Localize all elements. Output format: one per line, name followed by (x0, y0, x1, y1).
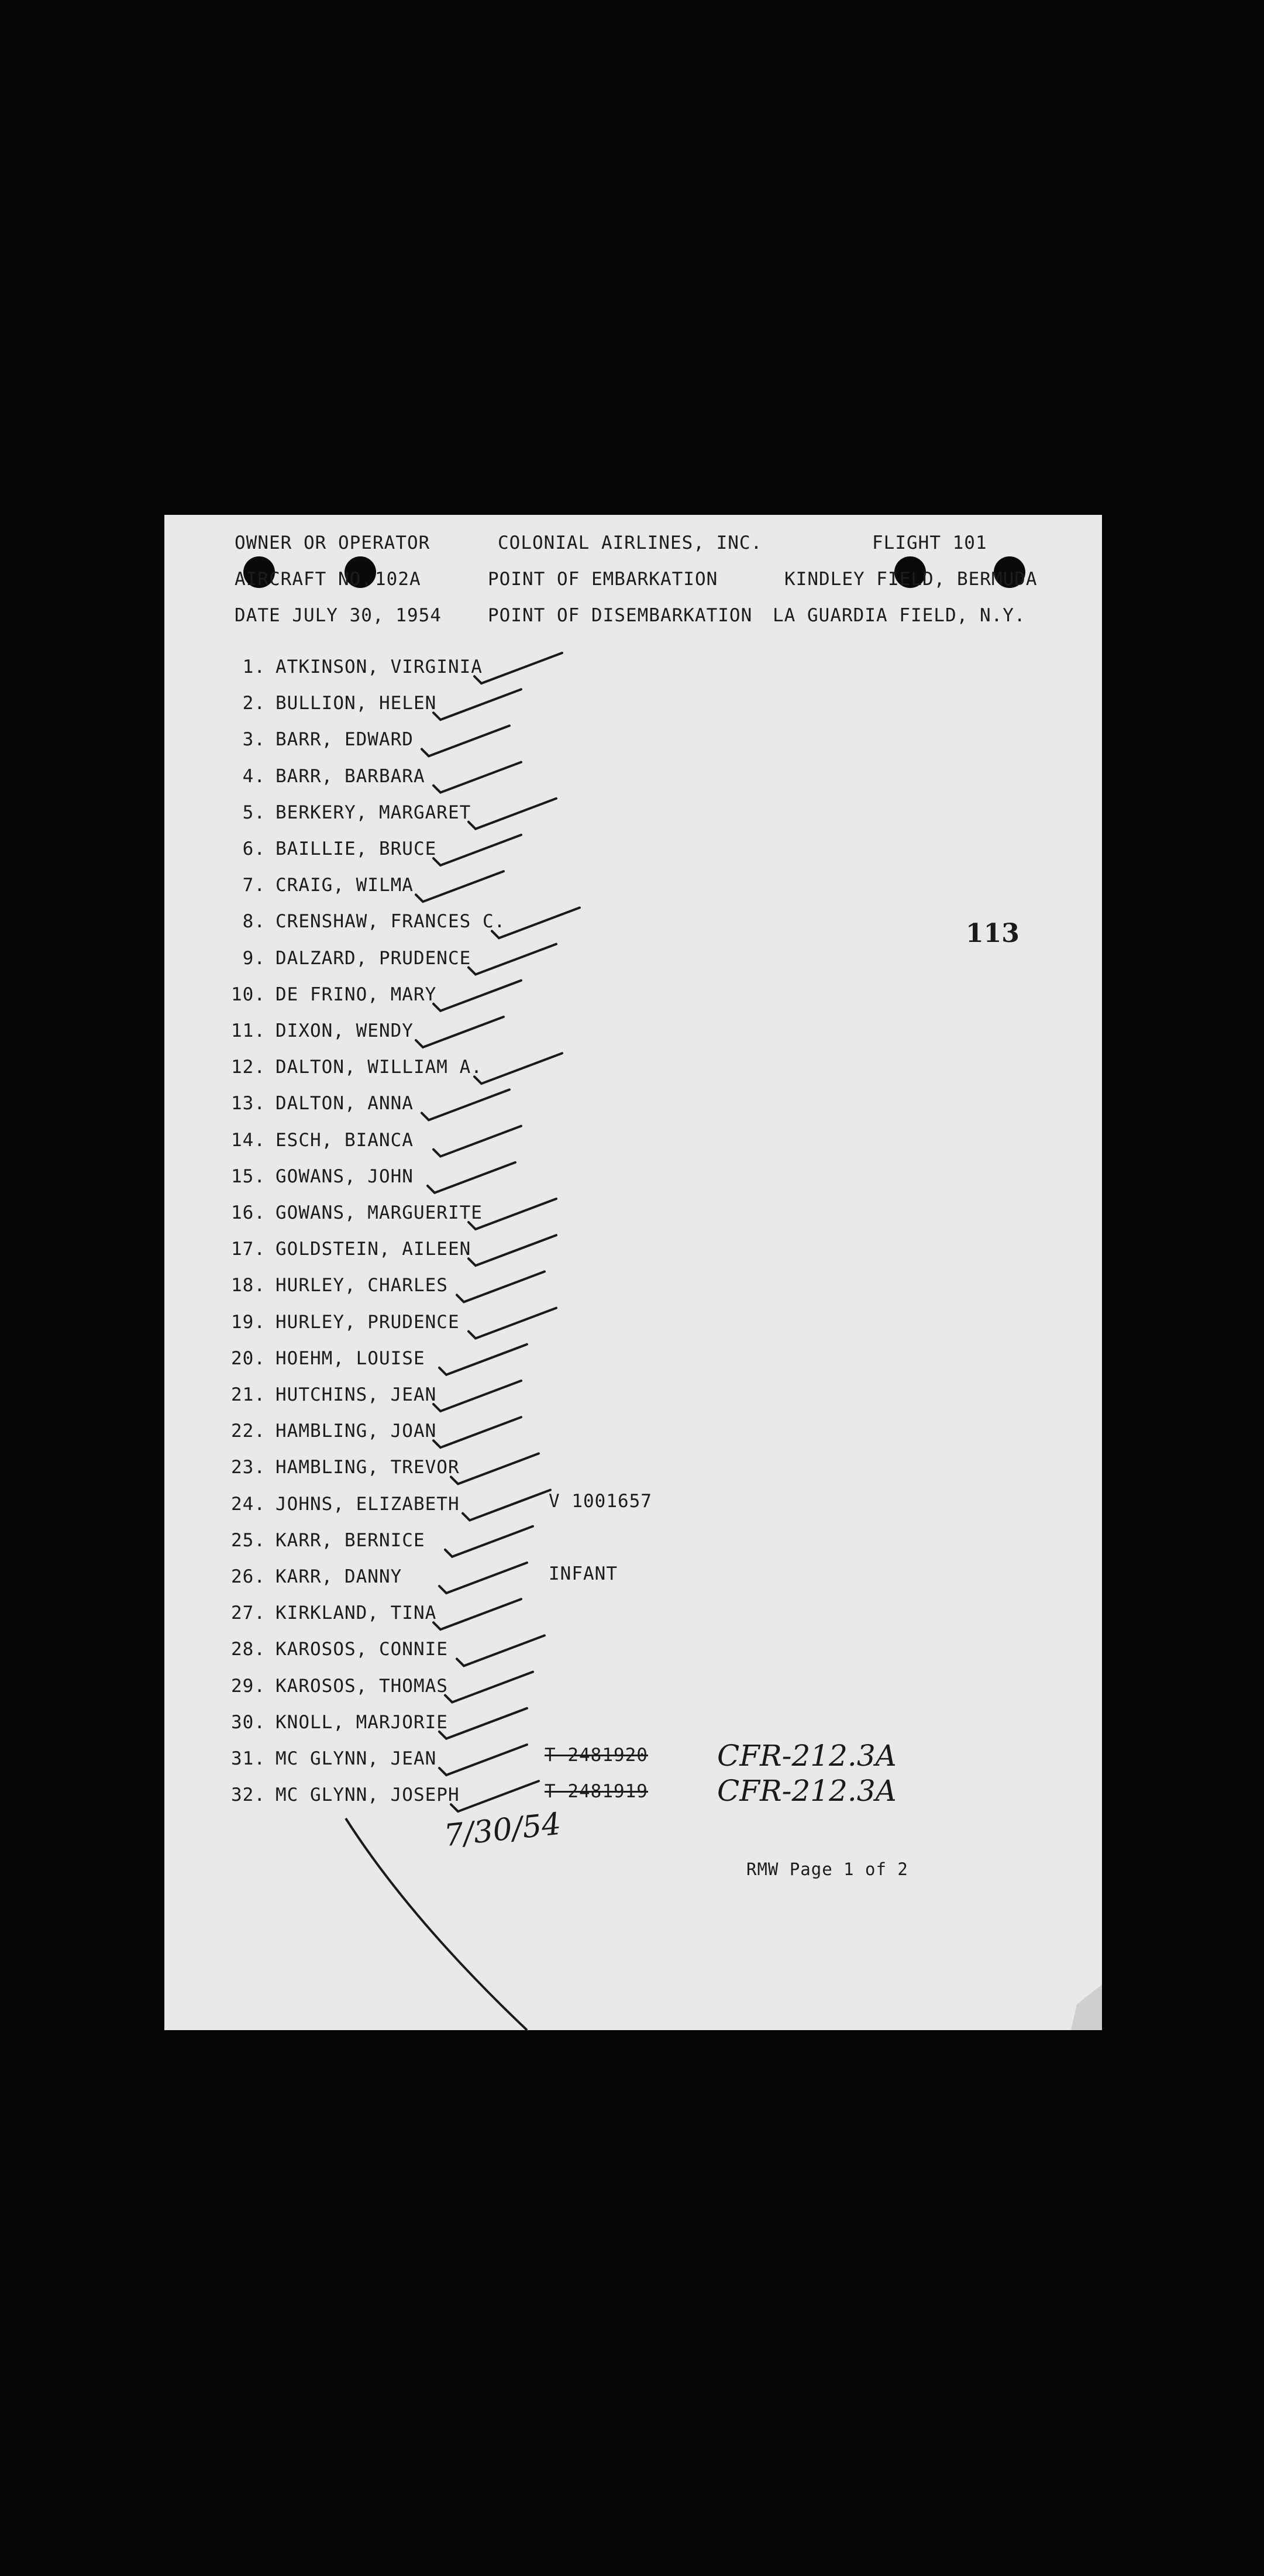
passenger-number: 5. (242, 802, 266, 823)
check-mark (469, 1308, 556, 1339)
passenger-name: KARR, BERNICE (275, 1529, 425, 1551)
struck-number-2: T 2481919 (545, 1781, 648, 1802)
visa-number: V 1001657 (549, 1491, 652, 1512)
passenger-name: BARR, BARBARA (275, 765, 425, 787)
passenger-number: 22. (231, 1421, 266, 1442)
passenger-number: 7. (242, 875, 266, 896)
passenger-number: 11. (231, 1020, 266, 1041)
disembarkation-value: LA GUARDIA FIELD, N.Y. (773, 605, 1026, 626)
passenger-number: 4. (242, 765, 266, 787)
passenger-number: 18. (231, 1275, 266, 1296)
check-mark (451, 1781, 539, 1811)
check-mark (445, 1526, 533, 1557)
passenger-name: DALZARD, PRUDENCE (275, 947, 471, 969)
check-mark (492, 907, 580, 938)
check-mark (469, 1235, 556, 1265)
check-mark (469, 799, 556, 829)
pen-stroke (346, 1818, 527, 2030)
cfr-note-2: CFR-212.3A (717, 1774, 897, 1808)
passenger-number: 14. (231, 1129, 266, 1151)
passenger-number: 31. (231, 1748, 266, 1769)
passenger-number: 15. (231, 1165, 266, 1187)
passenger-name: ATKINSON, VIRGINIA (275, 656, 483, 677)
passenger-number: 1. (242, 656, 266, 677)
manifest-page (164, 515, 1102, 2030)
passenger-number: 12. (231, 1057, 266, 1078)
passenger-name: GOLDSTEIN, AILEEN (275, 1239, 471, 1260)
check-mark (439, 1563, 527, 1593)
check-mark (422, 1089, 509, 1120)
owner-value: COLONIAL AIRLINES, INC. (498, 532, 763, 553)
page-stamp-number: 113 (966, 919, 1020, 948)
passenger-number: 21. (231, 1384, 266, 1405)
flight-number: FLIGHT 101 (872, 532, 987, 553)
check-mark (457, 1635, 545, 1666)
passenger-number: 8. (242, 911, 266, 933)
passenger-name: KAROSOS, CONNIE (275, 1639, 448, 1660)
passenger-name: CRENSHAW, FRANCES C. (275, 911, 506, 933)
passenger-number: 28. (231, 1639, 266, 1660)
passenger-name: DALTON, ANNA (275, 1093, 414, 1115)
passenger-name: GOWANS, JOHN (275, 1165, 414, 1187)
passenger-name: JOHNS, ELIZABETH (275, 1493, 460, 1515)
passenger-number: 24. (231, 1493, 266, 1515)
cfr-note-1: CFR-212.3A (717, 1739, 897, 1773)
passenger-name: CRAIG, WILMA (275, 875, 414, 896)
check-mark (433, 762, 521, 793)
passenger-name: DALTON, WILLIAM A. (275, 1057, 483, 1078)
check-mark (428, 1163, 515, 1193)
check-mark (439, 1708, 527, 1739)
check-mark (433, 1599, 521, 1629)
passenger-number: 16. (231, 1202, 266, 1223)
check-mark (445, 1672, 533, 1703)
passenger-name: BARR, EDWARD (275, 729, 414, 751)
check-mark (463, 1490, 550, 1521)
check-mark (422, 725, 509, 756)
flight-date: DATE JULY 30, 1954 (235, 605, 442, 626)
passenger-name: MC GLYNN, JEAN (275, 1748, 437, 1769)
passenger-name: HAMBLING, JOAN (275, 1421, 437, 1442)
passenger-name: DE FRINO, MARY (275, 983, 437, 1005)
check-mark (433, 1381, 521, 1411)
passenger-number: 3. (242, 729, 266, 751)
passenger-number: 17. (231, 1239, 266, 1260)
struck-number-1: T 2481920 (545, 1745, 648, 1766)
check-mark (433, 981, 521, 1011)
check-mark (433, 1126, 521, 1157)
passenger-name: BERKERY, MARGARET (275, 802, 471, 823)
check-mark (433, 1417, 521, 1447)
passenger-number: 29. (231, 1675, 266, 1697)
check-mark (474, 653, 562, 683)
check-mark (433, 689, 521, 720)
passenger-name: BAILLIE, BRUCE (275, 838, 437, 859)
passenger-name: KARR, DANNY (275, 1566, 402, 1587)
infant-note: INFANT (549, 1563, 618, 1584)
check-mark (433, 835, 521, 865)
passenger-name: HURLEY, PRUDENCE (275, 1311, 460, 1333)
check-mark (451, 1453, 539, 1484)
embarkation-label: POINT OF EMBARKATION (488, 569, 718, 590)
aircraft-value: 102A (375, 569, 421, 590)
check-mark (474, 1053, 562, 1084)
passenger-number: 19. (231, 1311, 266, 1333)
passenger-number: 13. (231, 1093, 266, 1115)
passenger-name: KNOLL, MARJORIE (275, 1711, 448, 1733)
passenger-number: 6. (242, 838, 266, 859)
passenger-name: DIXON, WENDY (275, 1020, 414, 1041)
passenger-name: HURLEY, CHARLES (275, 1275, 448, 1296)
passenger-name: HAMBLING, TREVOR (275, 1457, 460, 1478)
check-mark (457, 1271, 545, 1302)
check-mark (416, 1017, 504, 1047)
passenger-number: 9. (242, 947, 266, 969)
page-footer: RMW Page 1 of 2 (746, 1859, 908, 1879)
passenger-number: 27. (231, 1602, 266, 1624)
handwritten-date: 7/30/54 (442, 1806, 563, 1854)
owner-label: OWNER OR OPERATOR (235, 532, 430, 553)
passenger-number: 23. (231, 1457, 266, 1478)
passenger-number: 30. (231, 1711, 266, 1733)
passenger-name: GOWANS, MARGUERITE (275, 1202, 483, 1223)
passenger-name: KAROSOS, THOMAS (275, 1675, 448, 1697)
check-mark (416, 871, 504, 902)
passenger-name: HUTCHINS, JEAN (275, 1384, 437, 1405)
aircraft-label: AIRCRAFT NO. (235, 569, 373, 590)
passenger-number: 10. (231, 983, 266, 1005)
passenger-number: 32. (231, 1784, 266, 1806)
passenger-number: 26. (231, 1566, 266, 1587)
check-mark (469, 1199, 556, 1229)
passenger-number: 25. (231, 1529, 266, 1551)
passenger-number: 20. (231, 1347, 266, 1369)
check-mark (439, 1344, 527, 1375)
passenger-name: HOEHM, LOUISE (275, 1347, 425, 1369)
passenger-number: 2. (242, 693, 266, 714)
check-mark (469, 944, 556, 975)
page-corner-fold (1071, 1985, 1102, 2030)
passenger-name: BULLION, HELEN (275, 693, 437, 714)
embarkation-value: KINDLEY FIELD, BERMUDA (784, 569, 1038, 590)
handwritten-marks (164, 515, 1102, 2030)
passenger-name: ESCH, BIANCA (275, 1129, 414, 1151)
passenger-name: MC GLYNN, JOSEPH (275, 1784, 460, 1806)
check-mark (439, 1745, 527, 1775)
passenger-name: KIRKLAND, TINA (275, 1602, 437, 1624)
disembarkation-label: POINT OF DISEMBARKATION (488, 605, 753, 626)
